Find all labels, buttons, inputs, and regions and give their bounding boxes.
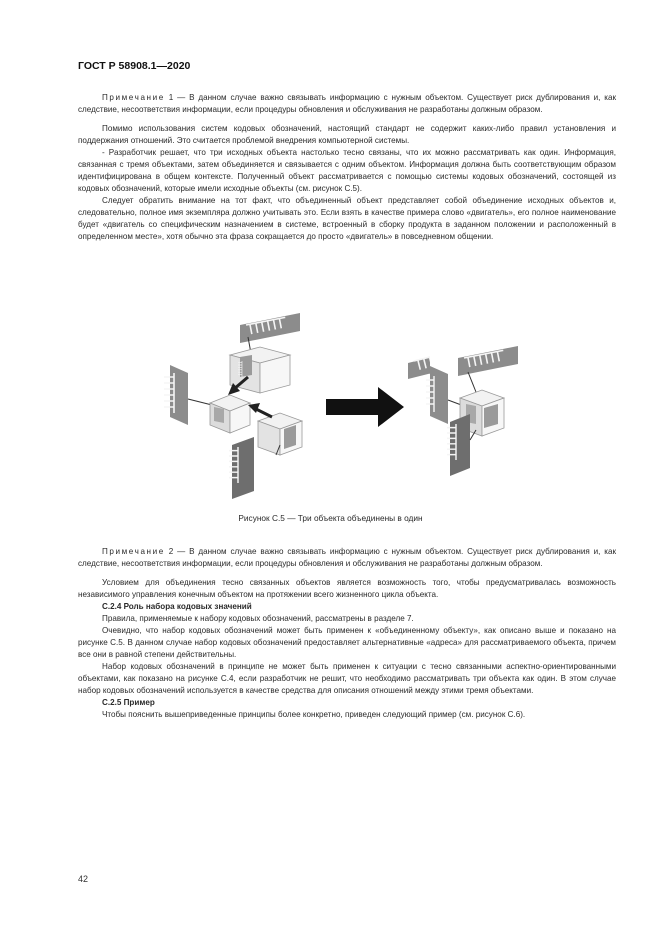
note-2-label: Примечание	[102, 547, 165, 556]
note-2	[78, 546, 616, 570]
object-cube-bottom	[258, 413, 302, 455]
object-panel-left	[164, 365, 212, 425]
figure-c5	[130, 295, 430, 505]
paragraph: Следует обратить внимание на тот факт, что объединенный объект представляет собой объединение исходных объектов и, следовательно, полное имя экземпляра должно учитывать это. Если взять в качестве примера слово «двигатель», его полное наименование будет «двигатель со специфическим назначением в системе, встроенный в сборку продукта в заданном положении и расположенный в определенном месте», хотя обычно эта фраза сокращается до просто «двигатель» в повседневном общении.	[78, 196, 616, 241]
text-block-bottom	[78, 546, 616, 721]
merged-object-figure	[420, 340, 530, 490]
note-2-text: 2 — В данном случае важно связывать информацию с нужным объектом. Существует риск дублирования и, как следствие, несоответствия информации, если процедуры обновления и обслуживания не разработаны должным образом.	[78, 547, 616, 568]
merge-arrow-icon	[248, 403, 272, 417]
paragraph: Правила, применяемые к набору кодовых обозначений, рассматрены в разделе 7.	[102, 614, 414, 623]
separate-objects-group	[164, 313, 302, 499]
page-number: 42	[78, 874, 89, 884]
document-header: ГОСТ Р 58908.1—2020	[78, 60, 191, 72]
note-1-label: Примечание	[102, 93, 165, 102]
section-heading: С.2.5 Пример	[102, 698, 155, 707]
section-heading: С.2.4 Роль набора кодовых значений	[102, 602, 252, 611]
object-panel-bottom	[229, 437, 254, 499]
figure-caption: Рисунок С.5 — Три объекта объединены в один	[238, 513, 423, 523]
paragraph: Условием для объединения тесно связанных объектов является возможность того, чтобы предусматривалась возможность независимого управления конечным объектом на протяжении всего жизненного цикла объекта.	[78, 578, 616, 599]
paragraph: Помимо использования систем кодовых обозначений, настоящий стандарт не содержит каких-либо правил установления и поддержания отношений. Это считается проблемой внедрения компьютерной системы.	[78, 124, 616, 145]
paragraph: Набор кодовых обозначений в принципе не может быть применен к ситуации с тесно связанными аспектно-ориентированными объектами, как показано на рисунке С.4, если разработчик не решит, что необходимо рассматривать три объекта как один. В этом случае набор кодовых обозначений используется в качестве средства для описания отношений между этими тремя объектами.	[78, 662, 616, 695]
paragraph: Чтобы пояснить вышеприведенные принципы более конкретно, приведен следующий пример (см. рисунок С.6).	[102, 710, 526, 719]
paragraph: - Разработчик решает, что три исходных объекта настолько тесно связаны, что их можно рассматривать как один. Информация, связанная с тремя объектами, затем объединяется и связывается с одним объектом. Информация должна быть соответствующим образом идентифицирована в общем контексте. Полученный объект рассматривается с помощью системы кодовых обозначений, состоящей из кодовых обозначений, которые имели исходные объекты (см. рисунок С.5).	[78, 148, 616, 193]
transition-arrow-icon	[326, 387, 404, 427]
note-1	[78, 92, 616, 116]
object-cube-center	[210, 395, 250, 433]
paragraph: Очевидно, что набор кодовых обозначений может быть применен к «объединенному объекту», как описано выше и показано на рисунке С.5. В данном случае набор кодовых обозначений предоставляет альтернативные «адреса» для рассматриваемого объекта, причем все они в равной степени действительны.	[78, 626, 616, 659]
text-block-top	[78, 92, 616, 243]
note-1-text: 1 — В данном случае важно связывать информацию с нужным объектом. Существует риск дублирования и, как следствие, несоответствия информации, если процедуры обновления и обслуживания не разработаны должным образом.	[78, 93, 616, 114]
